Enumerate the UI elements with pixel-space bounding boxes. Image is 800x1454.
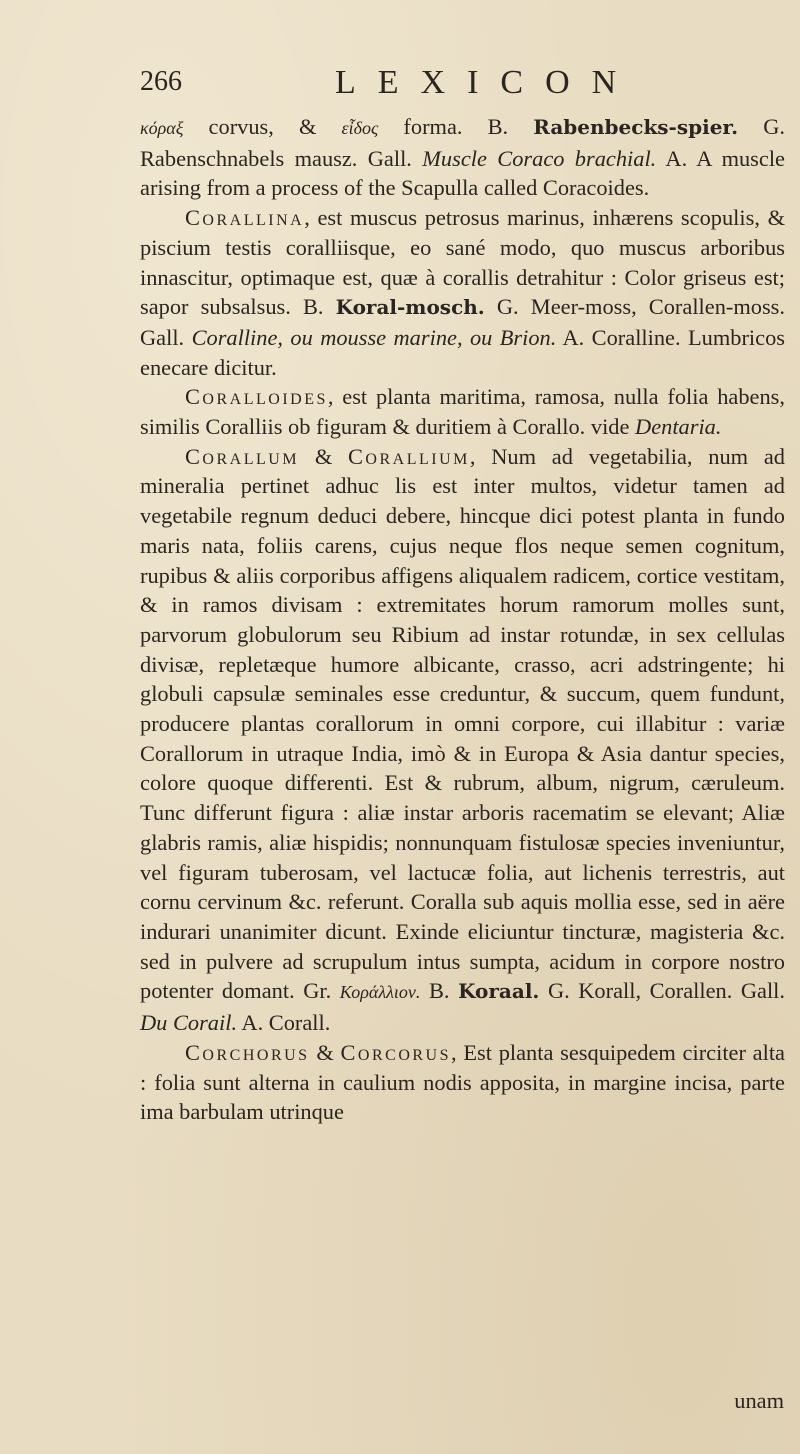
text-segment: , est planta maritima, ramosa, nulla folia habens, similis Coralliis ob figuram & duritiem à Corallo. vide bbox=[140, 384, 785, 440]
catchword: unam bbox=[734, 1388, 784, 1413]
text-segment: corvus, & bbox=[183, 114, 342, 139]
text-segment: Coralloides bbox=[185, 384, 328, 410]
text-segment: Koraal. bbox=[458, 979, 540, 1004]
running-title: LEXICON bbox=[335, 64, 639, 101]
text-segment: G. Meer-moss, Corallen-moss. Gall. bbox=[140, 294, 785, 350]
text-segment: Rabenbecks-spier. bbox=[533, 115, 739, 139]
text-segment: forma. B. bbox=[378, 114, 534, 139]
entry-coralloides bbox=[140, 382, 785, 441]
entry-coraco bbox=[140, 112, 785, 203]
text-segment: Koral-mosch. bbox=[335, 295, 485, 320]
text-segment: Coralline, ou mousse marine, ou Brion. bbox=[191, 324, 557, 350]
text-segment: , Num ad vegetabilia, num ad mineralia pertinet adhuc lis est inter multos, videtur tamen ad vegetabile regnum deduci debere, hincque dici potest planta in fundo maris nata, foliis carens, cujus neque flos neque semen cognitum, rupibus & aliis corporibus affigens aliqualem radicem, cortice vestitam, & in ramos divisam : extremitates horum ramorum molles sunt, parvorum globulorum seu Ribium ad instar rotundæ, in sex cellulas divisæ, repletæque humore albicante, crasso, acri adstringente; hi globuli capsulæ seminales esse creduntur, & succum, quem fundunt, producere plantas corallorum in omni corpore, cui illabitur : variæ Corallorum in utraque India, imò & in Europa & Asia dantur species, colore quoque differenti. Est & rubrum, album, nigrum, cæruleum. Tunc differunt figura : aliæ instar arboris racematim se elevant; Aliæ glabris ramis, aliæ hispidis; nonnunquam fistulosæ species inveniuntur, vel figuram tuberosam, vel lactucæ folia, aut lichenis terrestris, aut cornu cervinum &c. referunt. Coralla sub aquis mollia esse, sed in aëre indurari unanimiter dicunt. Exinde eliciuntur tincturæ, magisteria &c. sed in pulvere ad scrupulum intus sumpta, acidum in corpore nostro potenter domant. Gr. bbox=[140, 443, 785, 1004]
text-segment: & bbox=[299, 443, 348, 469]
text-segment: εἶδος bbox=[341, 118, 379, 138]
entry-corallina bbox=[140, 203, 785, 382]
text-segment: A. A muscle arising from a process of the Scapulla called Coracoides. bbox=[140, 145, 785, 201]
text-segment: κόραξ bbox=[140, 118, 184, 138]
entry-corchorus bbox=[140, 1038, 785, 1127]
text-segment: Muscle Coraco brachial. bbox=[422, 145, 657, 171]
text-segment: Corallum bbox=[185, 443, 300, 469]
text-segment: , Est planta sesquipedem circiter alta : folia sunt alterna in caulium nodis apposita, in margine incisa, parte ima barbulam utrinque bbox=[140, 1039, 785, 1125]
page-number: 266 bbox=[140, 66, 182, 97]
text-segment: & bbox=[309, 1039, 341, 1065]
entry-corallum bbox=[140, 442, 785, 1038]
text-block bbox=[140, 112, 785, 1127]
running-head bbox=[140, 64, 780, 104]
text-segment: Du Corail. bbox=[140, 1010, 238, 1036]
text-segment: Κοράλλιον. bbox=[339, 982, 421, 1003]
text-segment: B. bbox=[420, 978, 459, 1004]
text-segment: Corallina bbox=[185, 205, 305, 231]
text-segment: A. Corall. bbox=[237, 1010, 331, 1036]
text-segment: G. Rabenschnabels mausz. Gall. bbox=[140, 114, 785, 171]
text-segment: , est muscus petrosus marinus, inhærens scopulis, & piscium testis coralliisque, eo sané modo, quo muscus arboribus innascitur, optimaque est, quæ à corallis detrahitur : Color griseus est; sapor subsalsus. B. bbox=[140, 205, 785, 320]
text-segment: G. Korall, Corallen. Gall. bbox=[539, 978, 785, 1004]
text-segment: A. Coralline. Lumbricos enecare dicitur. bbox=[140, 324, 786, 380]
text-segment: Corallium bbox=[348, 443, 470, 469]
text-segment: Corchorus bbox=[185, 1039, 310, 1065]
text-segment: Corcorus bbox=[340, 1039, 451, 1065]
text-segment: Dentaria. bbox=[635, 414, 722, 440]
